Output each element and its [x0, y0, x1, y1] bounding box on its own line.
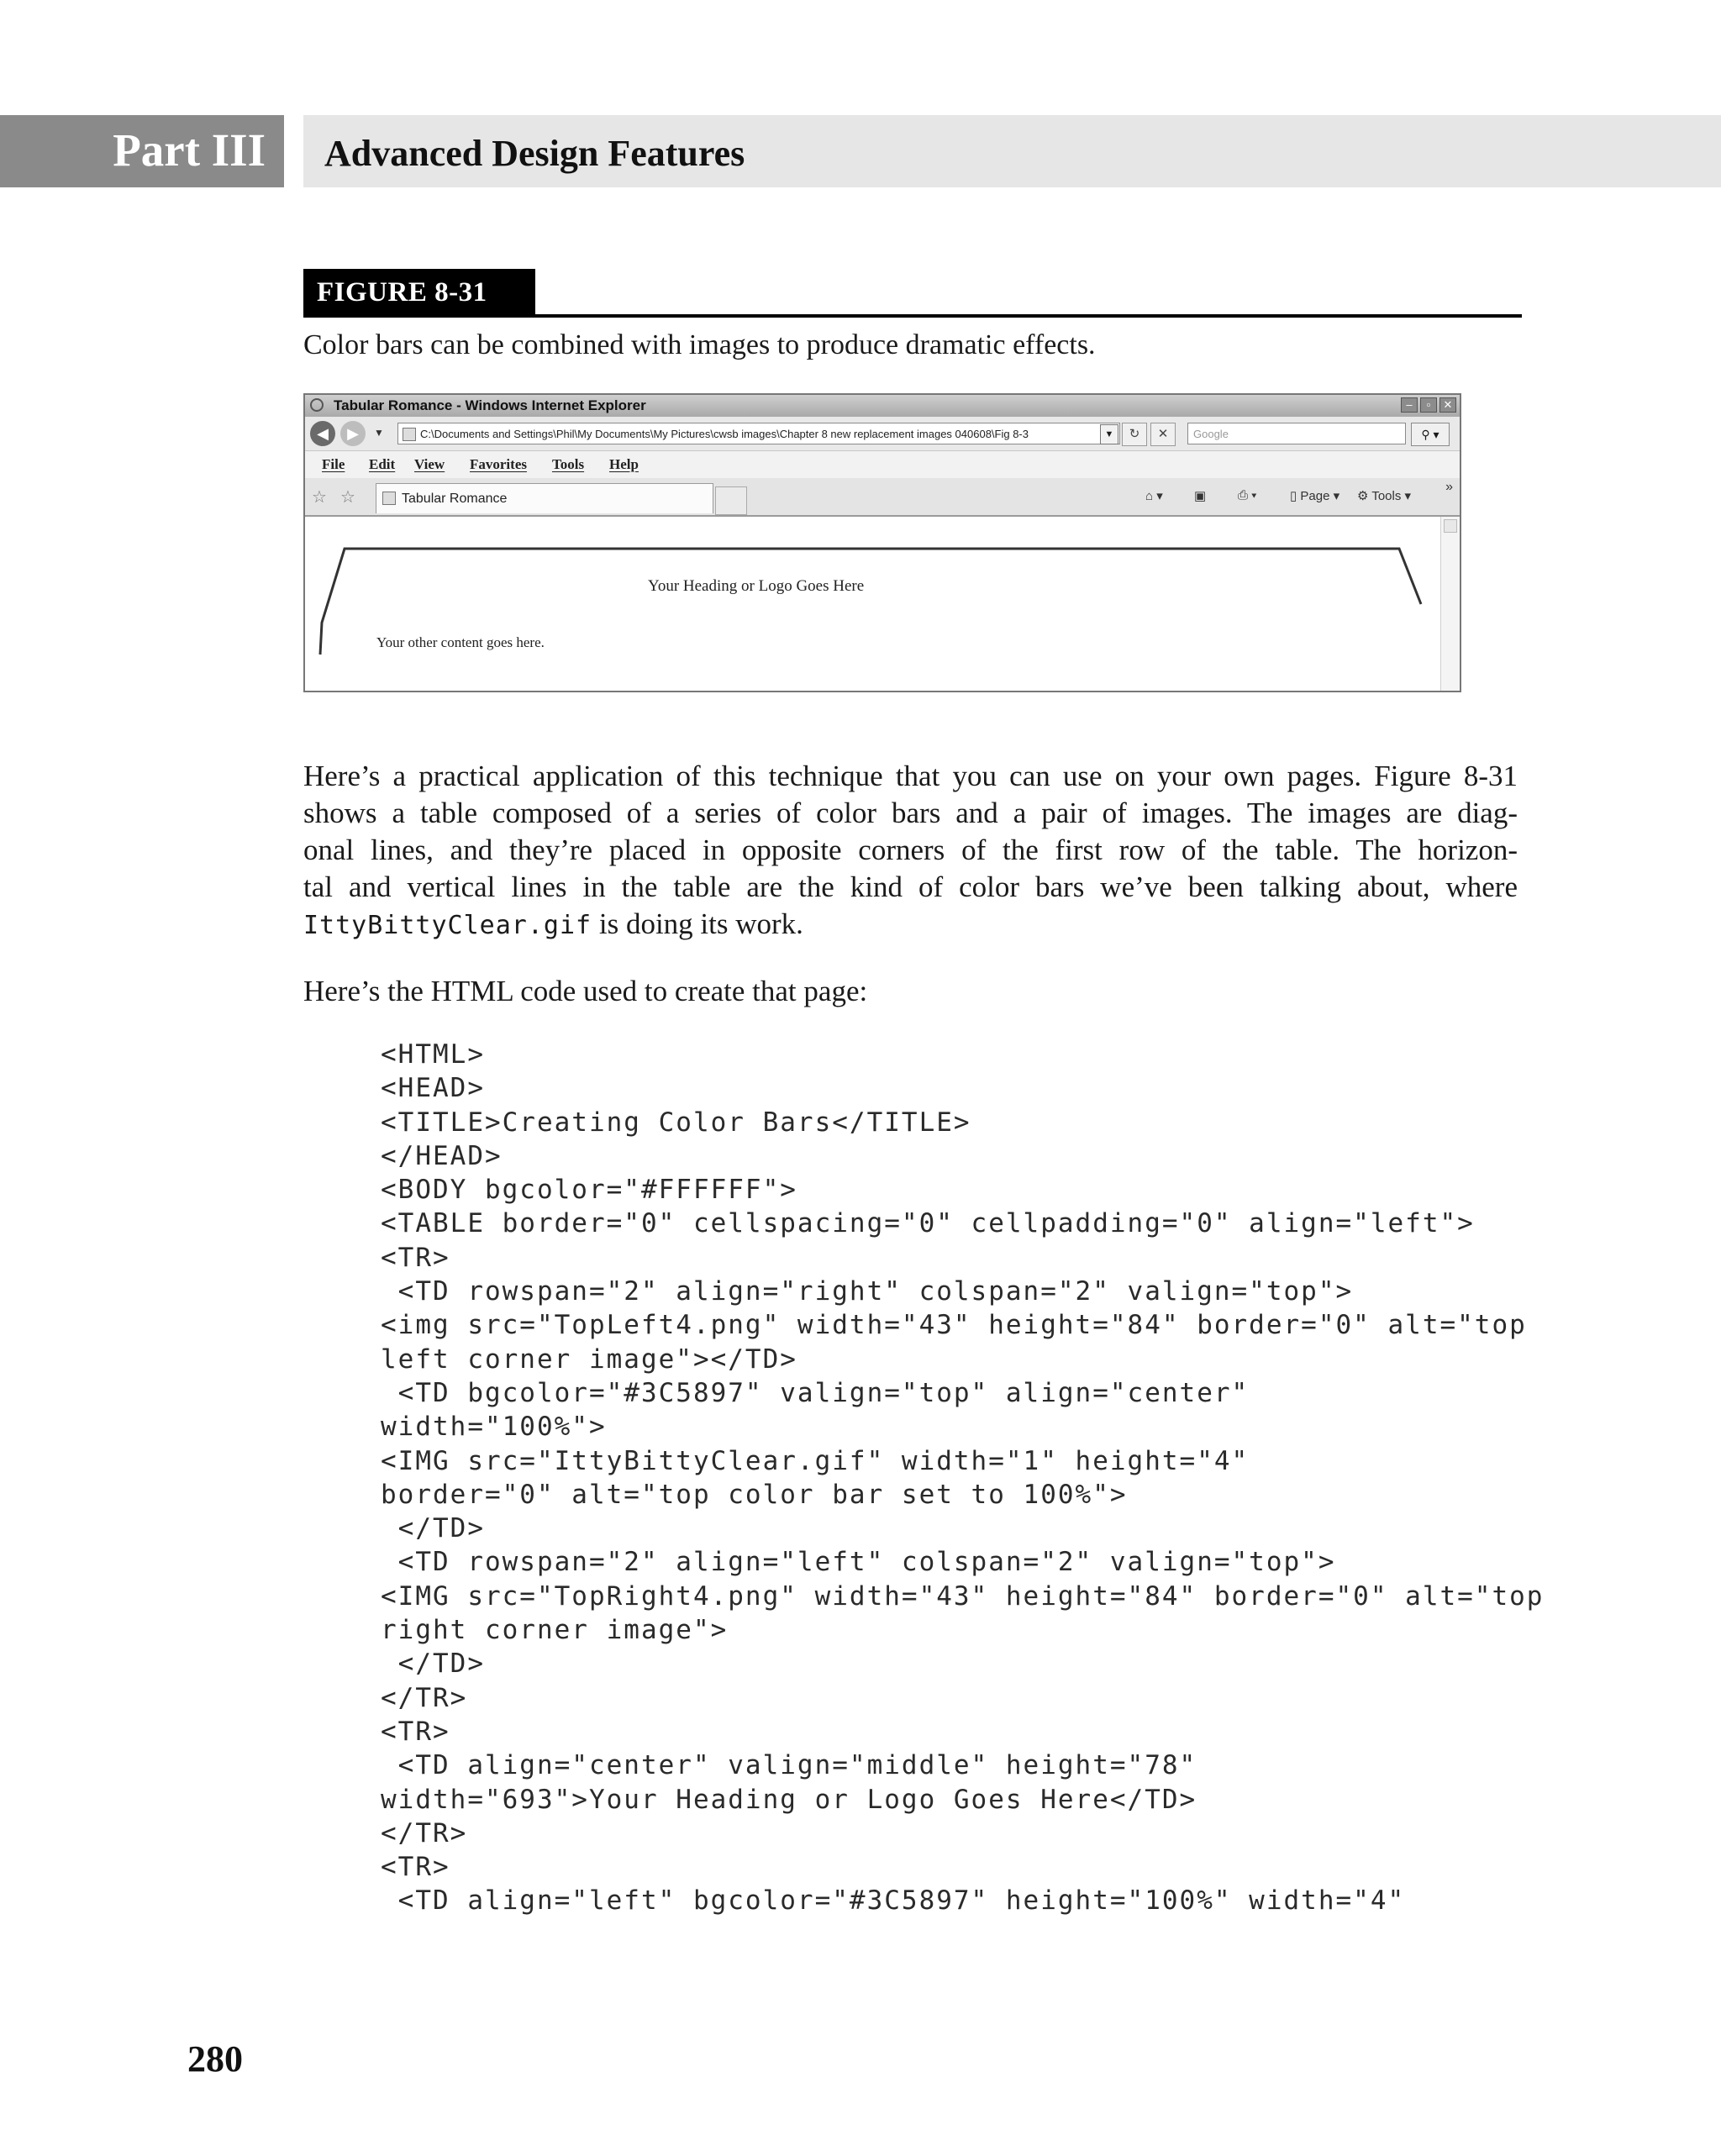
code-line: <HTML>: [381, 1039, 485, 1070]
browser-screenshot: [303, 393, 1461, 692]
paragraph-end: is doing its work.: [592, 907, 803, 940]
part-tab: [0, 115, 284, 187]
code-line: left corner image"></TD>: [381, 1344, 797, 1375]
code-line: <TD rowspan="2" align="right" colspan="2" valign="top">: [381, 1276, 1354, 1307]
page-menu-label: Page: [1300, 489, 1330, 503]
page-heading: Your Heading or Logo Goes Here: [648, 577, 865, 595]
code-line: width="693">Your Heading or Logo Goes Here</TD>: [381, 1784, 1197, 1815]
chevron-more-icon[interactable]: »: [1445, 480, 1453, 494]
part-label: Part III: [113, 124, 266, 176]
navigation-bar: [305, 417, 1460, 451]
scroll-up-arrow-icon[interactable]: [1444, 519, 1457, 533]
forward-button[interactable]: ▶: [340, 421, 366, 446]
menu-file[interactable]: File: [322, 456, 345, 472]
code-line: <TABLE border="0" cellspacing="0" cellpadding="0" align="left">: [381, 1208, 1475, 1239]
code-line: </TD>: [381, 1649, 485, 1680]
search-input[interactable]: Google: [1187, 423, 1406, 444]
back-button[interactable]: ◀: [310, 421, 335, 446]
code-line: <BODY bgcolor="#FFFFFF">: [381, 1175, 797, 1206]
code-line: <TD bgcolor="#3C5897" valign="top" align="center": [381, 1377, 1250, 1408]
refresh-icon[interactable]: ↻: [1122, 423, 1147, 446]
code-line: <HEAD>: [381, 1073, 485, 1104]
code-line: </TR>: [381, 1817, 468, 1848]
vertical-scrollbar[interactable]: [1440, 517, 1460, 691]
html-code-block: [381, 1038, 1549, 1918]
body-paragraph-2: Here’s the HTML code used to create that page:: [303, 975, 868, 1007]
favorites-star-icon[interactable]: ☆: [312, 488, 327, 507]
new-tab-button[interactable]: [715, 486, 747, 515]
chapter-title: Advanced Design Features: [324, 133, 745, 174]
code-line: <IMG src="IttyBittyClear.gif" width="1" height="4": [381, 1445, 1250, 1476]
menu-bar: [305, 451, 1460, 479]
code-line: <img src="TopLeft4.png" width="43" height="84" border="0" alt="top: [381, 1310, 1527, 1341]
figure-rule: [303, 314, 1522, 318]
paragraph-last-line: [303, 906, 1518, 944]
code-line: </TR>: [381, 1682, 468, 1713]
inline-code-filename: IttyBittyClear.gif: [303, 911, 592, 940]
paragraph-line: onal lines, and they’re placed in opposite corners of the first row of the table. The horizon-: [303, 833, 1518, 866]
recent-pages-dropdown-icon[interactable]: ▼: [374, 427, 384, 439]
tab-tabular-romance[interactable]: Tabular Romance: [376, 483, 713, 513]
page-content: Your other content goes here.: [376, 634, 545, 650]
code-line: <TITLE>Creating Color Bars</TITLE>: [381, 1107, 971, 1138]
ie-logo-icon: [310, 398, 324, 412]
paragraph-line: Here’s a practical application of this technique that you can use on your own pages. Figure 8-31: [303, 760, 1518, 792]
print-icon[interactable]: ⎙ ▾: [1238, 488, 1257, 502]
menu-favorites[interactable]: Favorites: [470, 456, 527, 472]
code-line: <TD align="left" bgcolor="#3C5897" height="100%" width="4": [381, 1885, 1406, 1917]
page-icon: [403, 428, 416, 441]
paragraph-line: shows a table composed of a series of color bars and a pair of images. The images are diag-: [303, 797, 1518, 829]
page-number: 280: [187, 2038, 243, 2080]
menu-edit[interactable]: Edit: [369, 456, 396, 472]
address-bar[interactable]: C:\Documents and Settings\Phil\My Documents\My Pictures\cwsb images\Chapter 8 new replacement images 040608\Fig 8-3: [397, 423, 1120, 444]
code-line: <IMG src="TopRight4.png" width="43" height="84" border="0" alt="top: [381, 1580, 1545, 1612]
table-border-lines: [305, 517, 1439, 691]
code-line: <TD rowspan="2" align="left" colspan="2" valign="top">: [381, 1547, 1336, 1578]
maximize-button[interactable]: ▫: [1420, 397, 1437, 413]
window-title: Tabular Romance - Windows Internet Explorer: [334, 397, 646, 413]
code-line: right corner image">: [381, 1615, 729, 1646]
body-paragraph-1: [303, 758, 1518, 944]
tools-menu-button[interactable]: ⚙ Tools ▾: [1357, 489, 1412, 503]
close-window-button[interactable]: ✕: [1439, 397, 1456, 413]
figure-label: FIGURE 8-31: [317, 277, 487, 308]
code-line: width="100%">: [381, 1412, 607, 1443]
figure-caption: Color bars can be combined with images to produce dramatic effects.: [303, 329, 1096, 360]
feeds-icon[interactable]: ▣: [1194, 489, 1207, 503]
home-icon[interactable]: ⌂ ▾: [1145, 489, 1163, 503]
code-line: </HEAD>: [381, 1140, 503, 1171]
menu-help[interactable]: Help: [609, 456, 639, 472]
page-content-area: [305, 517, 1439, 691]
paragraph-line: tal and vertical lines in the table are the kind of color bars we’ve been talking about, where: [303, 870, 1518, 903]
minimize-button[interactable]: –: [1401, 397, 1418, 413]
menu-tools[interactable]: Tools: [552, 456, 585, 472]
tab-page-icon: [382, 492, 396, 505]
tab-bar: [305, 478, 1460, 517]
window-titlebar: [305, 395, 1460, 417]
address-dropdown-icon[interactable]: ▼: [1100, 424, 1118, 444]
add-favorites-icon[interactable]: ☆: [340, 488, 355, 507]
tools-menu-label: Tools: [1371, 489, 1402, 503]
code-line: border="0" alt="top color bar set to 100%">: [381, 1479, 1128, 1510]
code-line: <TR>: [381, 1852, 450, 1883]
code-line: <TR>: [381, 1716, 450, 1747]
figure-label-box: [303, 269, 535, 316]
page-menu-button[interactable]: ▯ Page ▾: [1290, 489, 1340, 503]
code-line: <TD align="center" valign="middle" height="78": [381, 1750, 1197, 1781]
stop-icon[interactable]: ✕: [1150, 423, 1176, 446]
menu-view[interactable]: View: [414, 456, 445, 472]
search-icon[interactable]: ⚲ ▾: [1411, 423, 1450, 446]
chapter-band: [303, 115, 1721, 187]
code-line: </TD>: [381, 1513, 485, 1544]
window-controls: [1401, 397, 1456, 413]
code-line: <TR>: [381, 1242, 450, 1273]
